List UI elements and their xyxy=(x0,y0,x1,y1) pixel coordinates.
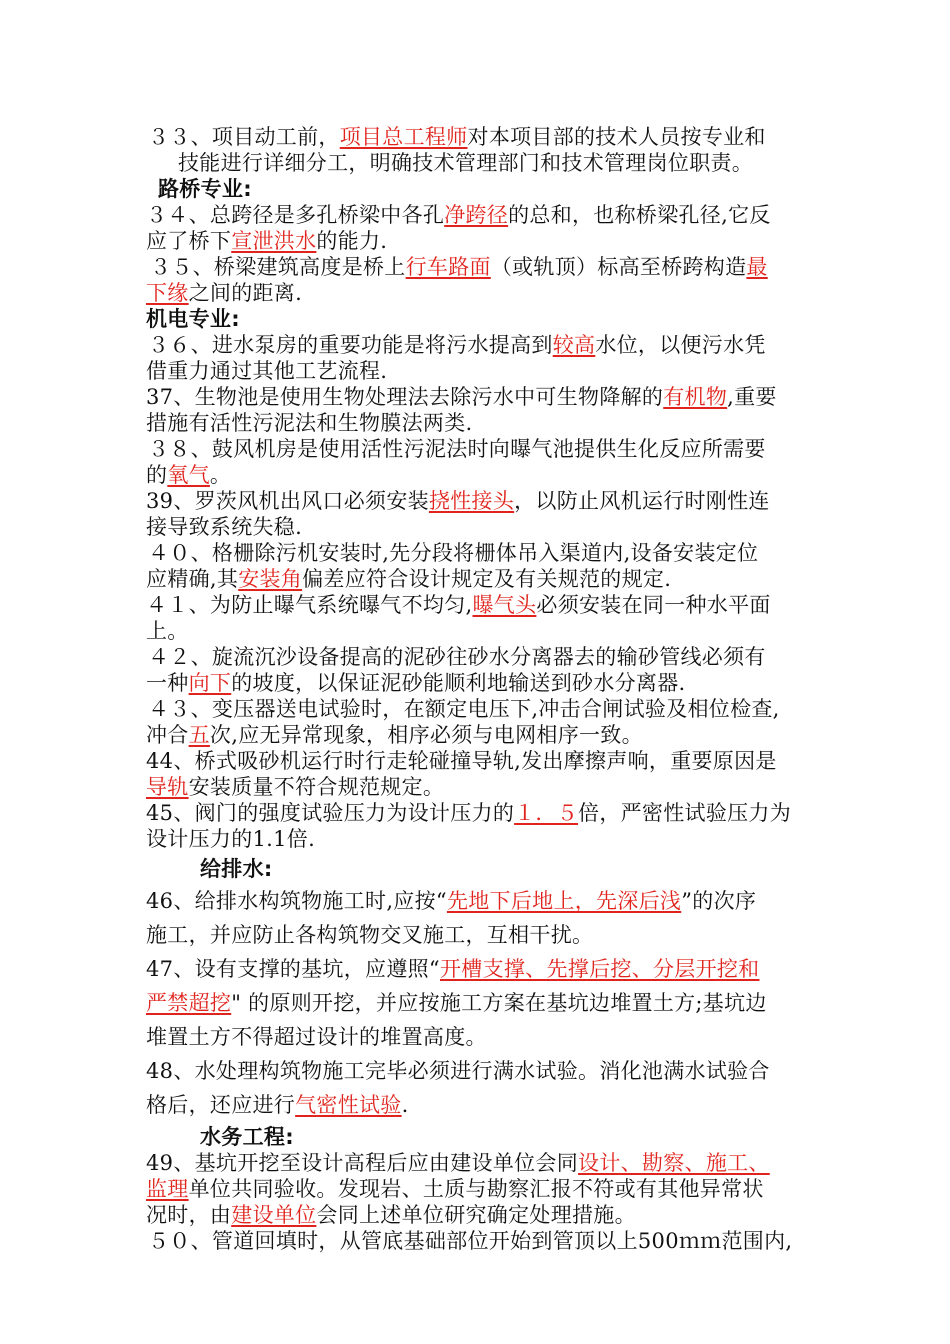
body-text: ３６、进水泵房的重要功能是将污水提高到 xyxy=(148,333,553,357)
body-text: 偏差应符合设计规定及有关规范的规定. xyxy=(302,567,672,591)
body-text: 之间的距离. xyxy=(188,281,303,305)
body-text: 堆置土方不得超过设计的堆置高度。 xyxy=(146,1025,487,1049)
answer-text: 氧气 xyxy=(167,463,210,487)
answer-text: 监理 xyxy=(146,1177,189,1201)
body-text: ４３、变压器送电试验时，在额定电压下,冲击合闸试验及相位检查, xyxy=(148,697,780,721)
answer-text: 最 xyxy=(746,255,768,279)
text-line xyxy=(178,150,753,176)
text-line xyxy=(148,696,780,722)
text-line xyxy=(146,800,791,826)
section-heading: 给排水: xyxy=(200,857,273,881)
body-text: 借重力通过其他工艺流程. xyxy=(146,359,388,383)
answer-text: 设计、勘察、施工、 xyxy=(578,1151,770,1175)
body-text: 44、桥式吸砂机运行时行走轮碰撞导轨,发出摩擦声响，重要原因是 xyxy=(146,749,777,773)
body-text: 。 xyxy=(209,463,232,487)
answer-text: 五 xyxy=(188,723,210,747)
body-text: 会同上述单位研究确定处理措施。 xyxy=(316,1203,636,1227)
body-text: 39、罗茨风机出风口必须安装 xyxy=(146,489,429,513)
body-text: 况时，由 xyxy=(146,1203,232,1227)
text-line xyxy=(146,566,671,592)
text-line xyxy=(146,748,777,774)
text-line xyxy=(146,358,387,384)
body-text: 应精确,其 xyxy=(146,567,239,591)
text-line xyxy=(146,306,240,332)
text-line xyxy=(148,436,766,462)
text-line xyxy=(146,462,231,488)
text-line xyxy=(146,990,767,1016)
section-heading: 路桥专业: xyxy=(158,177,252,201)
body-text: 一种 xyxy=(146,671,189,695)
body-text: 施工，并应防止各构筑物交叉施工，互相干扰。 xyxy=(146,923,594,947)
text-line xyxy=(146,410,472,436)
body-text: 技能进行详细分工，明确技术管理部门和技术管理岗位职责。 xyxy=(178,151,754,175)
text-line xyxy=(146,826,315,852)
body-text: ”的次序 xyxy=(681,889,757,913)
text-line xyxy=(146,488,770,514)
answer-text: 项目总工程师 xyxy=(339,125,468,149)
text-line xyxy=(148,332,766,358)
text-line xyxy=(148,124,766,150)
text-line xyxy=(146,888,756,914)
answer-text: 安装角 xyxy=(238,567,303,591)
text-line xyxy=(148,540,758,566)
answer-text: 较高 xyxy=(552,333,596,357)
text-line xyxy=(146,1176,764,1202)
body-text: ３５、桥梁建筑高度是桥上 xyxy=(150,255,406,279)
text-line xyxy=(146,280,302,306)
body-text: 安装质量不符合规范规定。 xyxy=(188,775,445,799)
body-text: 49、基坑开挖至设计高程后应由建设单位会同 xyxy=(146,1151,579,1175)
body-text: 47、设有支撑的基坑，应遵照“ xyxy=(146,957,440,981)
answer-text: 导轨 xyxy=(146,775,189,799)
body-text: ４２、旋流沉沙设备提高的泥砂往砂水分离器去的输砂管线必须有 xyxy=(148,645,766,669)
text-line xyxy=(150,254,768,280)
answer-text: 严禁超挖 xyxy=(146,991,232,1015)
body-text: 冲合 xyxy=(146,723,189,747)
text-line xyxy=(146,956,759,982)
answer-text: 曝气头 xyxy=(472,593,537,617)
body-text: ,重要 xyxy=(727,385,777,409)
body-text: 水位，以便污水凭 xyxy=(595,333,766,357)
answer-text: 有机物 xyxy=(663,385,728,409)
text-line xyxy=(146,592,771,618)
body-text: 37、生物池是使用生物处理法去除污水中可生物降解的 xyxy=(146,385,664,409)
text-line xyxy=(146,722,643,748)
answer-text: 开槽支撑、先撑后挖、分层开挖和 xyxy=(439,957,760,981)
body-text: 上。 xyxy=(146,619,189,643)
body-text: 必须安装在同一种水平面 xyxy=(536,593,771,617)
text-line xyxy=(146,1058,770,1084)
text-line xyxy=(146,384,777,410)
body-text: " 的原则开挖，并应按施工方案在基坑边堆置土方;基坑边 xyxy=(231,991,767,1015)
body-text: ，以防止风机运行时刚性连 xyxy=(514,489,770,513)
body-text: 的能力. xyxy=(316,229,388,253)
section-heading: 水务工程: xyxy=(200,1125,294,1149)
body-text: 的总和，也称桥梁孔径,它反 xyxy=(508,203,771,227)
section-heading: 机电专业: xyxy=(146,307,240,331)
body-text: 次,应无异常现象，相序必须与电网相序一致。 xyxy=(209,723,643,747)
text-line xyxy=(148,644,766,670)
body-text: 的 xyxy=(146,463,168,487)
text-line xyxy=(146,670,686,696)
body-text: ３３、项目动工前， xyxy=(148,125,340,149)
text-line xyxy=(146,1092,409,1118)
answer-text: 行车路面 xyxy=(405,255,491,279)
body-text: . xyxy=(401,1093,409,1117)
body-text: 的坡度，以保证泥砂能顺利地输送到砂水分离器. xyxy=(231,671,686,695)
text-line xyxy=(146,1202,636,1228)
text-line xyxy=(146,514,302,540)
body-text: 46、给排水构筑物施工时,应按“ xyxy=(146,889,447,913)
text-line xyxy=(146,228,387,254)
body-text: 接导致系统失稳. xyxy=(146,515,303,539)
body-text: （或轨顶）标高至桥跨构造 xyxy=(490,255,747,279)
text-line xyxy=(146,618,189,644)
body-text: ４１、为防止曝气系统曝气不均匀, xyxy=(146,593,473,617)
body-text: 倍，严密性试验压力为 xyxy=(578,801,792,825)
answer-text: 宣泄洪水 xyxy=(231,229,317,253)
text-line xyxy=(146,202,771,228)
body-text: ３８、鼓风机房是使用活性污泥法时向曝气池提供生化反应所需要 xyxy=(148,437,766,461)
body-text: 设计压力的1.1倍. xyxy=(146,827,316,851)
text-line xyxy=(146,1024,487,1050)
answer-text: 净跨径 xyxy=(444,203,509,227)
body-text: 对本项目部的技术人员按专业和 xyxy=(467,125,766,149)
text-line xyxy=(146,774,444,800)
body-text: 45、阀门的强度试验压力为设计压力的 xyxy=(146,801,515,825)
body-text: 48、水处理构筑物施工完毕必须进行满水试验。消化池满水试验合 xyxy=(146,1059,770,1083)
text-line xyxy=(200,856,273,882)
text-line xyxy=(146,1150,770,1176)
text-line xyxy=(200,1124,294,1150)
answer-text: １．５ xyxy=(514,801,579,825)
answer-text: 下缘 xyxy=(146,281,189,305)
text-line xyxy=(158,176,252,202)
answer-text: 建设单位 xyxy=(231,1203,317,1227)
answer-text: 气密性试验 xyxy=(295,1093,402,1117)
text-line xyxy=(146,922,593,948)
answer-text: 先地下后地上，先深后浅 xyxy=(446,889,682,913)
body-text: 应了桥下 xyxy=(146,229,232,253)
body-text: 单位共同验收。发现岩、土质与勘察汇报不符或有其他异常状 xyxy=(188,1177,764,1201)
body-text: 措施有活性污泥法和生物膜法两类. xyxy=(146,411,473,435)
text-line xyxy=(148,1228,792,1254)
answer-text: 向下 xyxy=(188,671,232,695)
body-text: ３４、总跨径是多孔桥梁中各孔 xyxy=(146,203,445,227)
body-text: 格后，还应进行 xyxy=(146,1093,296,1117)
body-text: ４０、格栅除污机安装时,先分段将栅体吊入渠道内,设备安装定位 xyxy=(148,541,759,565)
body-text: ５０、管道回填时，从管底基础部位开始到管顶以上500ｍｍ范围内, xyxy=(148,1229,793,1253)
answer-text: 挠性接头 xyxy=(428,489,515,513)
